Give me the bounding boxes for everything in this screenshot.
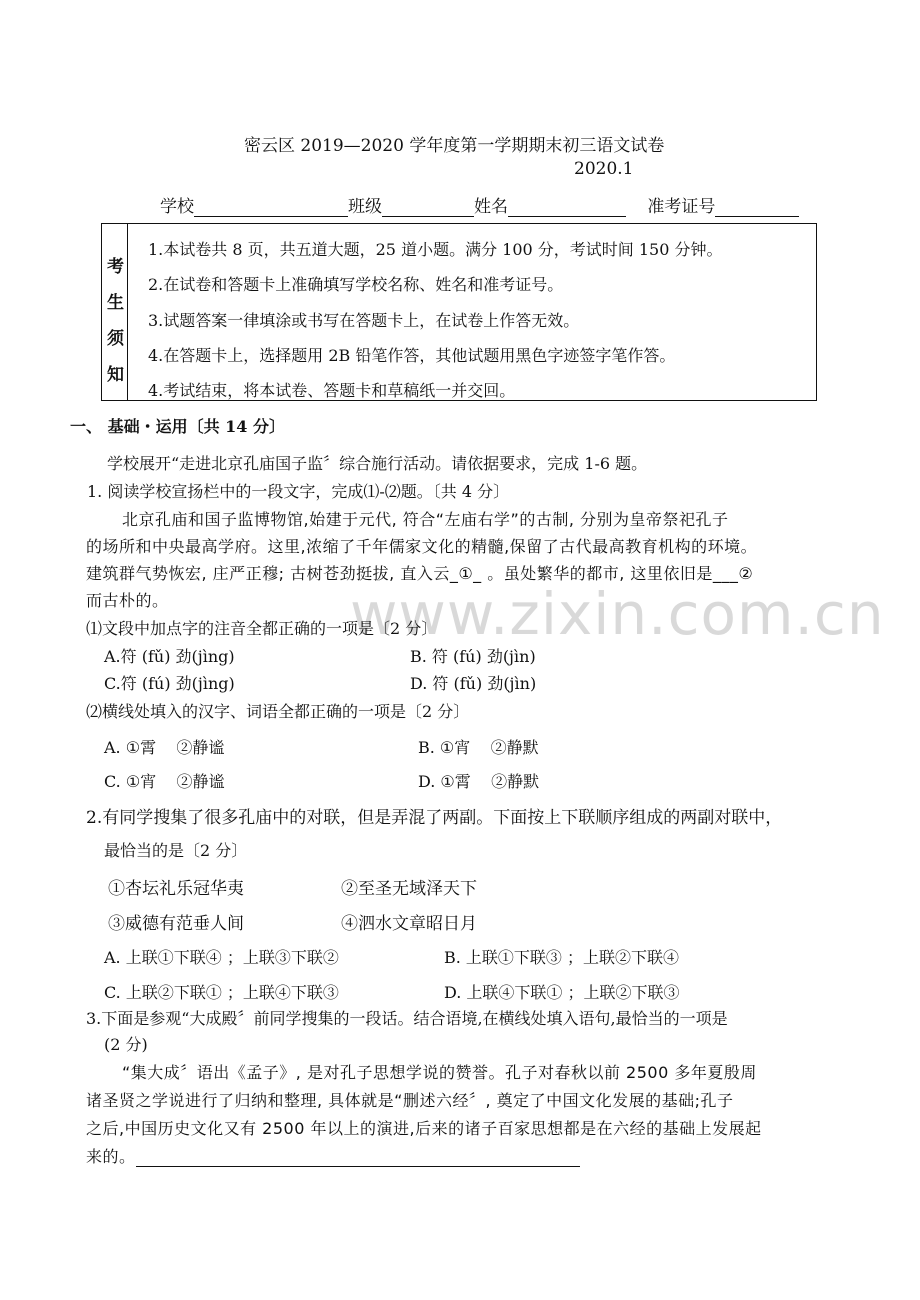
notice-item: 2.在试卷和答题卡上准确填写学校名称、姓名和准考证号。	[148, 275, 564, 294]
field-examno-blank[interactable]	[715, 198, 799, 217]
q1-sub1-stem: ⑴文段中加点字的注音全都正确的一项是〔2 分〕	[86, 619, 438, 638]
q3-passage-line	[86, 1144, 580, 1167]
q2-stem-cont: 最恰当的是〔2 分〕	[104, 841, 248, 860]
field-examno-label: 准考证号	[647, 197, 716, 217]
notice-item: 4.考试结束，将本试卷、答题卡和草稿纸一并交回。	[148, 381, 516, 400]
info-fields-row	[160, 192, 799, 217]
q1-sub1-option-c[interactable]: C.符 (fú) 劲(jìng)	[104, 674, 235, 693]
q1-passage-line: 建筑群气势恢宏, 庄严正穆; 古树苍劲挺拔, 直入云_①_ 。虽处繁华的都市, 这里依旧是___②	[86, 564, 754, 583]
notice-label-char: 考	[107, 257, 124, 277]
field-name-blank[interactable]	[508, 198, 626, 217]
q2-couplet: ②至圣无域泽天下	[341, 879, 477, 899]
q1-passage-line: 北京孔庙和国子监博物馆,始建于元代, 符合“左庙右学”的古制, 分别为皇帝祭祀孔子	[122, 510, 729, 529]
notice-label-char: 生	[107, 293, 124, 313]
q2-option-c[interactable]: C. 上联②下联① ；上联④下联③	[104, 983, 339, 1002]
q1-passage-line: 而古朴的。	[86, 591, 169, 610]
field-name-label: 姓名	[474, 197, 508, 217]
q2-stem: 2.有同学搜集了很多孔庙中的对联，但是弄混了两副。下面按上下联顺序组成的两副对联中，	[86, 808, 783, 828]
field-school-blank[interactable]	[194, 198, 348, 217]
q2-option-d[interactable]: D. 上联④下联① ；上联②下联③	[444, 983, 680, 1002]
exam-date: 2020.1	[574, 159, 634, 179]
q2-couplet: ①杏坛礼乐冠华夷	[108, 879, 244, 899]
q1-sub2-option-c[interactable]: C. ①宵 ②静谧	[104, 772, 225, 791]
q2-couplet: ③威德有范垂人间	[108, 914, 244, 934]
field-class-label: 班级	[348, 197, 382, 217]
notice-box	[101, 223, 817, 401]
q3-answer-blank[interactable]	[136, 1148, 580, 1167]
q1-sub1-option-d[interactable]: D. 符 (fǔ) 劲(jìn)	[410, 674, 537, 693]
notice-label-char: 须	[107, 329, 124, 349]
field-class-blank[interactable]	[382, 198, 474, 217]
section-intro: 学校展开“走进北京孔庙国子监〞综合施行活动。请依据要求，完成 1-6 题。	[107, 454, 648, 473]
notice-label-column	[102, 224, 128, 400]
q1-sub2-option-b[interactable]: B. ①宵 ②静默	[418, 738, 539, 757]
watermark: www.zixin.com.cn	[350, 580, 885, 648]
section-heading: 一、 基础・运用〔共 14 分〕	[70, 417, 285, 436]
exam-title: 密云区 2019—2020 学年度第一学期期末初三语文试卷	[244, 136, 665, 156]
notice-item: 4.在答题卡上，选择题用 2B 铅笔作答，其他试题用黑色字迹签字笔作答。	[148, 346, 676, 365]
q1-sub1-option-a[interactable]: A.符 (fǔ) 劲(jìng)	[104, 647, 235, 666]
q2-option-b[interactable]: B. 上联①下联③ ；上联②下联④	[444, 948, 680, 967]
q2-couplet: ④泗水文章昭日月	[341, 914, 477, 934]
q1-stem: 1. 阅读学校宣扬栏中的一段文字，完成⑴-⑵题。〔共 4 分〕	[87, 482, 510, 501]
q1-sub2-stem: ⑵横线处填入的汉字、词语全都正确的一项是〔2 分〕	[86, 702, 470, 721]
q3-stem-cont: (2 分)	[104, 1035, 148, 1054]
field-school-label: 学校	[160, 197, 194, 217]
notice-item: 1.本试卷共 8 页，共五道大题，25 道小题。满分 100 分，考试时间 150 分钟。	[148, 240, 723, 259]
q1-sub2-option-a[interactable]: A. ①霄 ②静谧	[104, 738, 225, 757]
notice-label-char: 知	[107, 365, 124, 385]
notice-item: 3.试题答案一律填涂或书写在答题卡上，在试卷上作答无效。	[148, 311, 580, 330]
q3-stem: 3.下面是参观“大成殿〞前同学搜集的一段话。结合语境,在横线处填入语句,最恰当的一项是	[86, 1009, 728, 1028]
q3-passage-line: 诸圣贤之学说进行了归纳和整理, 具体就是“删述六经〞, 奠定了中国文化发展的基础;孔子	[86, 1091, 734, 1110]
q2-option-a[interactable]: A. 上联①下联④ ；上联③下联②	[104, 948, 339, 967]
q1-sub2-option-d[interactable]: D. ①霄 ②静默	[418, 772, 540, 791]
q1-sub1-option-b[interactable]: B. 符 (fú) 劲(jìn)	[410, 647, 536, 666]
q3-passage-end: 来的。	[86, 1147, 136, 1166]
q3-passage-line: 之后,中国历史文化又有 2500 年以上的演进,后来的诸子百家思想都是在六经的基础上发展起	[86, 1119, 762, 1138]
q3-passage-line: “集大成〞语出《孟子》, 是对孔子思想学说的赞誉。孔子对春秋以前 2500 多年夏殷周	[122, 1063, 757, 1082]
q1-passage-line: 的场所和中央最高学府。这里,浓缩了千年儒家文化的精髓,保留了古代最高教育机构的环境。	[86, 537, 758, 556]
